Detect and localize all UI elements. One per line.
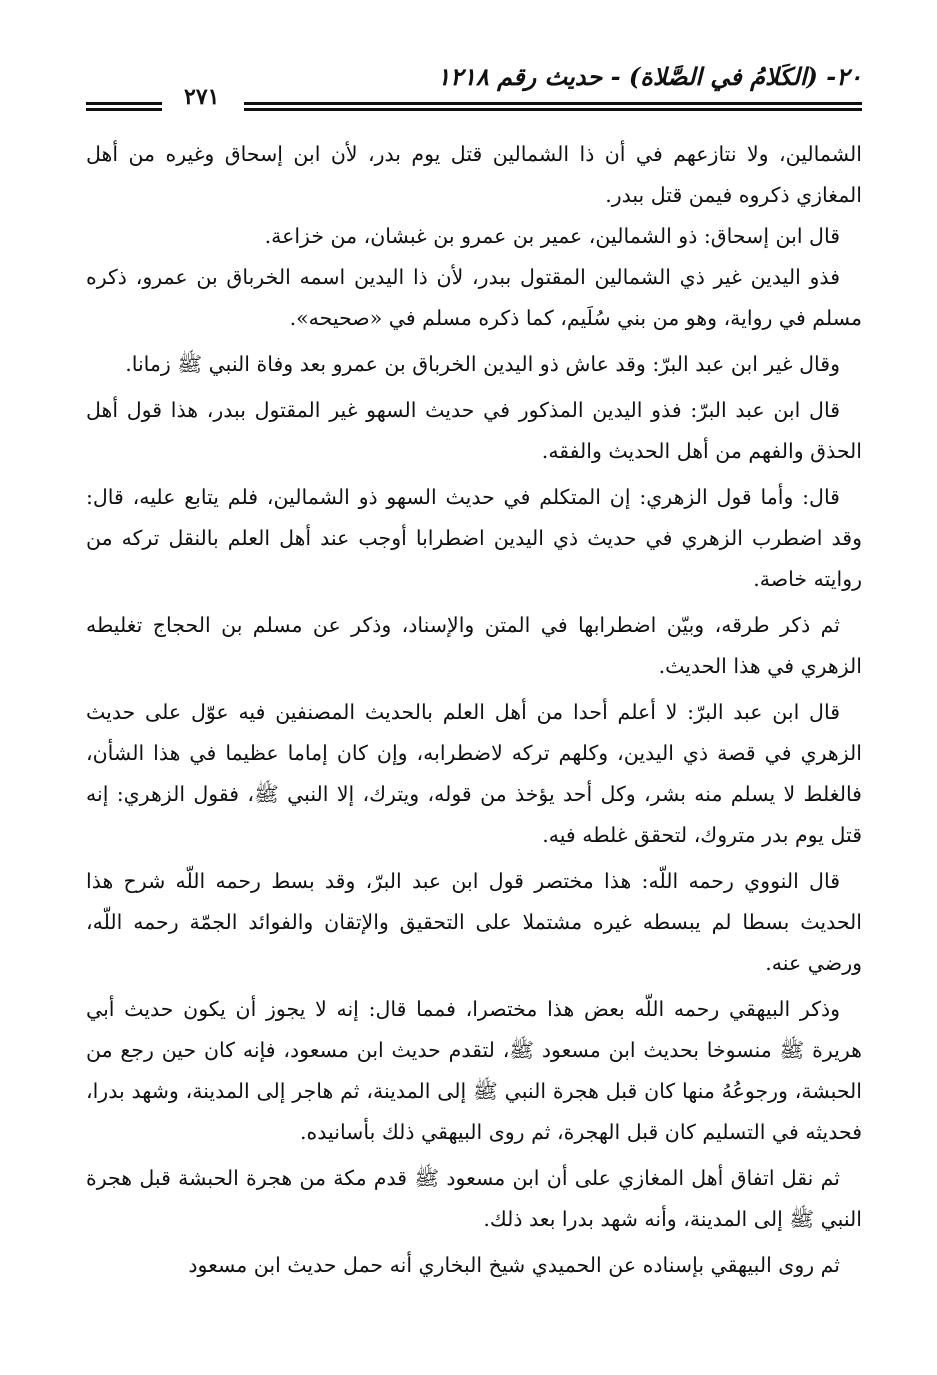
paragraph: قال النووي رحمه اللّه: هذا مختصر قول ابن عبد البرّ، وقد بسط رحمه اللّه شرح هذا الحديث بسطا لم يبسطه غيره مشتملا على التحقيق والإتقان والفوائد الجمّة رحمه اللّه، ورضي عنه. [86,869,862,975]
paragraph: ثم نقل اتفاق أهل المغازي على أن ابن مسعود ﷺ قدم مكة من هجرة الحبشة قبل هجرة النبي ﷺ إلى المدينة، وأنه شهد بدرا بعد ذلك. [86,1166,862,1231]
paragraph: قال ابن عبد البرّ: فذو اليدين المذكور في حديث السهو غير المقتول ببدر، هذا قول أهل الحذق والفهم من أهل الحديث والفقه. [86,398,862,463]
running-title: ٢٠- (الكَلامُ في الصَّلاة) - حديث رقم ١٢١٨ [437,62,862,91]
paragraph: قال ابن عبد البرّ: لا أعلم أحدا من أهل العلم بالحديث المصنفين فيه عوّل على حديث الزهري في قصة ذي اليدين، وكلهم تركه لاضطرابه، وإن كان إماما عظيما في هذا الشأن، فالغلط لا يسلم منه بشر، وكل أحد يؤخذ من قوله، ويترك، إلا النبي ﷺ، فقول الزهري: إنه قتل يوم بدر متروك، لتحقق غلطه فيه. [86,700,862,847]
header-rule-left-top [86,102,162,105]
page-header [86,62,862,122]
paragraph: وذكر البيهقي رحمه اللّه بعض هذا مختصرا، فمما قال: إنه لا يجوز أن يكون حديث أبي هريرة ﷺ منسوخا بحديث ابن مسعود ﷺ، لتقدم حديث ابن مسعود، فإنه كان حين رجع من الحبشة، ورجوعُهُ منها كان قبل هجرة النبي ﷺ إلى المدينة، ثم هاجر إلى المدينة، وشهد بدرا، فحديثه في التسليم كان قبل الهجرة، ثم روى البيهقي ذلك بأسانيده. [86,997,862,1144]
paragraph: قال ابن إسحاق: ذو الشمالين، عمير بن عمرو بن غبشان، من خزاعة. [264,224,840,248]
header-rule-right-bottom [244,108,862,111]
paragraph: قال: وأما قول الزهري: إن المتكلم في حديث السهو ذو الشمالين، فلم يتابع عليه، قال: وقد اضطرب الزهري في حديث ذي اليدين اضطرابا أوجب عند أهل العلم بالنقل تركه من روايته خاصة. [86,485,862,591]
paragraph: فذو اليدين غير ذي الشمالين المقتول ببدر، لأن ذا اليدين اسمه الخرباق بن عمرو، ذكره مسلم في رواية، وهو من بني سُلَيم، كما ذكره مسلم في «صحيحه». [86,265,862,330]
paragraph: الشمالين، ولا نتازعهم في أن ذا الشمالين قتل يوم بدر، لأن ابن إسحاق وغيره من أهل المغازي ذكروه فيمن قتل ببدر. [86,142,862,207]
page-number: ٢٧١ [184,84,220,110]
header-rule-left-bottom [86,108,162,111]
paragraph: ثم ذكر طرقه، وبيّن اضطرابها في المتن والإسناد، وذكر عن مسلم بن الحجاج تغليطه الزهري في هذا الحديث. [86,613,862,678]
body-text [86,134,862,1286]
paragraph: وقال غير ابن عبد البرّ: وقد عاش ذو اليدين الخرباق بن عمرو بعد وفاة النبي ﷺ زمانا. [125,352,840,376]
header-rule-right-top [244,102,862,105]
paragraph: ثم روى البيهقي بإسناده عن الحميدي شيخ البخاري أنه حمل حديث ابن مسعود [188,1253,840,1277]
